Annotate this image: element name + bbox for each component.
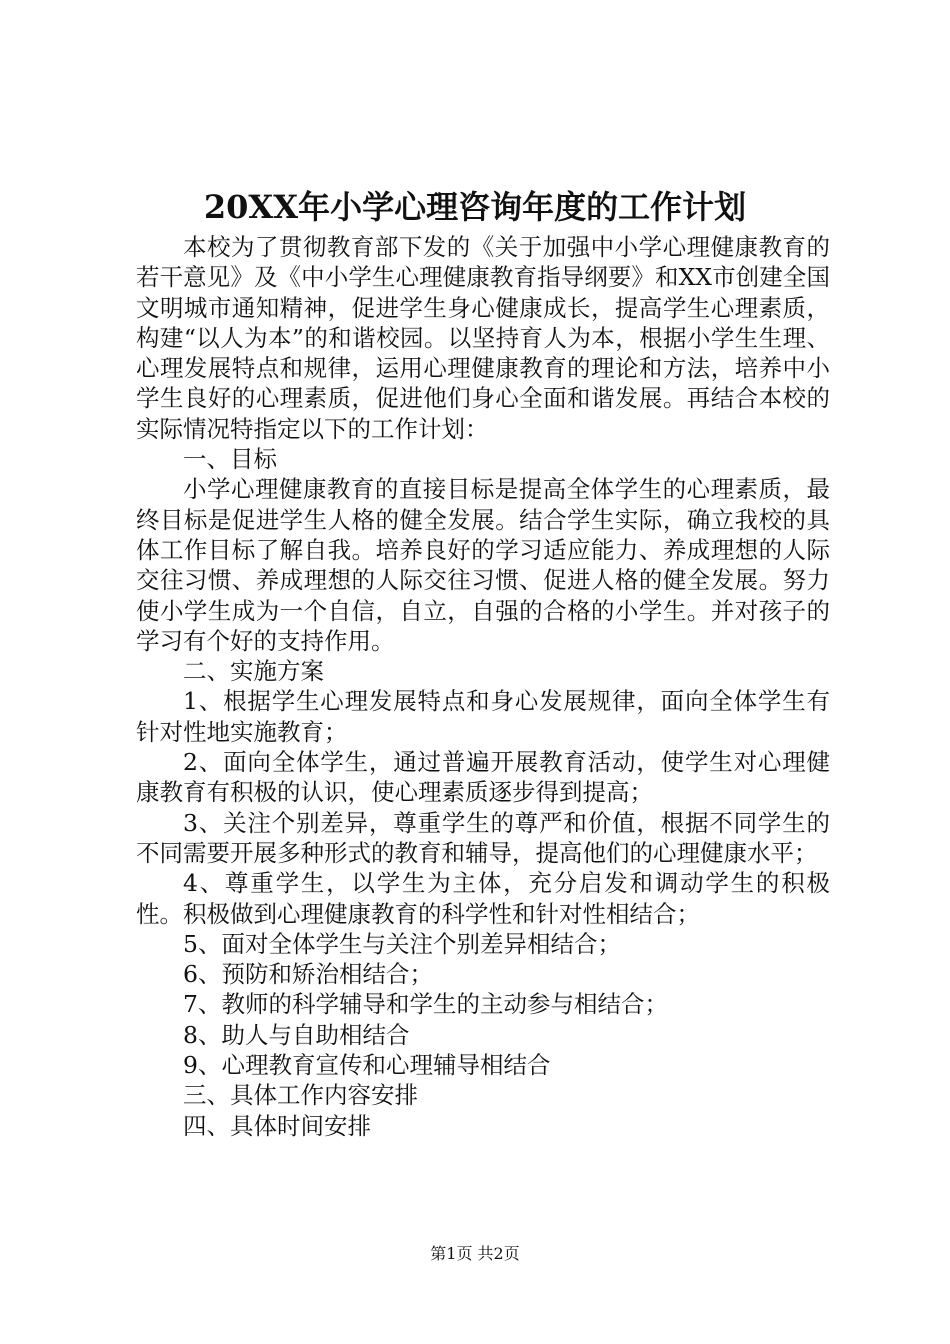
plan-item-7: 7、教师的科学辅导和学生的主动参与相结合； [183, 990, 668, 1019]
document-body [136, 232, 830, 1141]
plan-item-5: 5、面对全体学生与关注个别差异相结合； [183, 929, 621, 958]
page-indicator: 第1页 共2页 [430, 1244, 520, 1263]
heading-schedule: 四、具体时间安排 [183, 1111, 371, 1140]
plan-item-1: 1、根据学生心理发展特点和身心发展规律，面向全体学生有针对性地实施教育； [136, 687, 830, 746]
plan-item-2: 2、面向全体学生，通过普遍开展教育活动，使学生对心理健康教育有积极的认识，使心理素质逐步得到提高； [136, 748, 830, 807]
heading-goal: 一、目标 [183, 445, 277, 474]
plan-item-3: 3、关注个别差异，尊重学生的尊严和价值，根据不同学生的不同需要开展多种形式的教育和辅导，提高他们的心理健康水平； [136, 808, 830, 867]
paragraph-goal: 小学心理健康教育的直接目标是提高全体学生的心理素质，最终目标是促进学生人格的健全发展。结合学生实际，确立我校的具体工作目标了解自我。培养良好的学习适应能力、养成理想的人际交往习惯、养成理想的人际交往习惯、促进人格的健全发展。努力使小学生成为一个自信，自立，自强的合格的小学生。并对孩子的学习有个好的支持作用。 [136, 475, 830, 655]
heading-content: 三、具体工作内容安排 [183, 1081, 418, 1110]
plan-item-6: 6、预防和矫治相结合； [183, 960, 433, 989]
plan-item-9: 9、心理教育宣传和心理辅导相结合 [183, 1051, 551, 1080]
document-title: 20XX年小学心理咨询年度的工作计划 [203, 188, 747, 226]
plan-item-8: 8、助人与自助相结合 [183, 1020, 410, 1049]
paragraph-intro: 本校为了贯彻教育部下发的《关于加强中小学心理健康教育的若干意见》及《中小学生心理健康教育指导纲要》和XX市创建全国文明城市通知精神，促进学生身心健康成长，提高学生心理素质，构建“以人为本”的和谐校园。以坚持育人为本，根据小学生生理、心理发展特点和规律，运用心理健康教育的理论和方法，培养中小学生良好的心理素质，促进他们身心全面和谐发展。再结合本校的实际情况特指定以下的工作计划： [136, 233, 830, 443]
heading-plan: 二、实施方案 [183, 657, 324, 686]
plan-item-4: 4、尊重学生，以学生为主体，充分启发和调动学生的积极性。积极做到心理健康教育的科学性和针对性相结合； [136, 869, 830, 928]
